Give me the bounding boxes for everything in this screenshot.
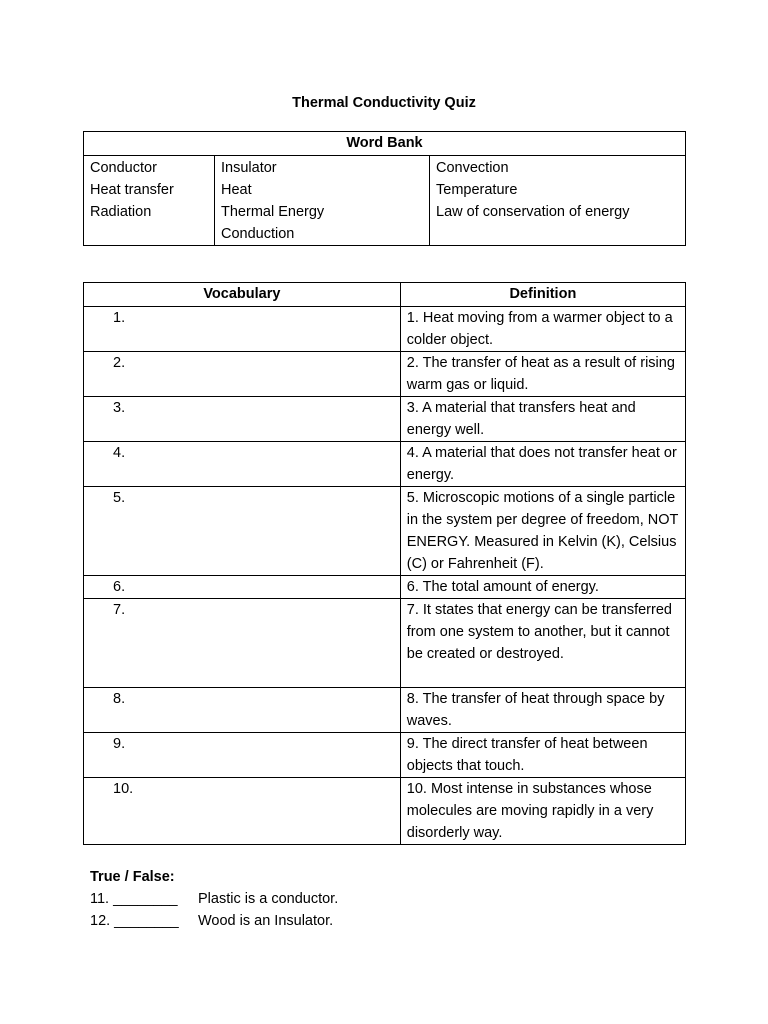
definition-cell: 6. The total amount of energy. xyxy=(400,576,685,599)
word-bank-term: Heat xyxy=(221,182,252,198)
definition-cell: 2. The transfer of heat as a result of rising warm gas or liquid. xyxy=(400,352,685,397)
vocabulary-answer-cell[interactable]: 5. xyxy=(84,487,401,576)
table-row xyxy=(84,576,686,599)
table-row xyxy=(84,487,686,576)
table-row xyxy=(84,307,686,352)
vocabulary-table xyxy=(83,282,686,845)
vocabulary-header: Vocabulary xyxy=(84,283,401,307)
true-false-answer-blank[interactable]: 11. ________ xyxy=(90,891,178,907)
word-bank-term: Law of conservation of energy xyxy=(436,204,630,220)
vocabulary-answer-cell[interactable]: 1. xyxy=(84,307,401,352)
word-bank-header: Word Bank xyxy=(84,132,686,156)
vocabulary-answer-cell[interactable]: 7. xyxy=(84,599,401,688)
vocabulary-answer-cell[interactable]: 8. xyxy=(84,688,401,733)
word-bank-column-2 xyxy=(215,156,430,246)
table-row xyxy=(84,397,686,442)
definition-cell: 9. The direct transfer of heat between objects that touch. xyxy=(400,733,685,778)
true-false-item xyxy=(90,888,690,910)
definition-cell: 7. It states that energy can be transferred from one system to another, but it cannot be created or destroyed. xyxy=(400,599,685,688)
vocabulary-answer-cell[interactable]: 10. xyxy=(84,778,401,845)
word-bank-column-1 xyxy=(84,156,215,246)
word-bank-term: Thermal Energy xyxy=(221,204,325,220)
table-row xyxy=(84,688,686,733)
word-bank-term: Conduction xyxy=(221,226,295,242)
table-row xyxy=(84,599,686,688)
definition-cell: 10. Most intense in substances whose molecules are moving rapidly in a very disorderly way. xyxy=(400,778,685,845)
definition-cell: 4. A material that does not transfer heat or energy. xyxy=(400,442,685,487)
table-row xyxy=(84,778,686,845)
word-bank-term: Insulator xyxy=(221,160,277,176)
true-false-title: True / False: xyxy=(90,869,175,885)
definition-cell: 8. The transfer of heat through space by waves. xyxy=(400,688,685,733)
word-bank-term: Heat transfer xyxy=(90,182,174,198)
true-false-section xyxy=(90,866,690,932)
word-bank-table xyxy=(83,131,686,246)
definition-cell: 3. A material that transfers heat and energy well. xyxy=(400,397,685,442)
word-bank-column-3 xyxy=(430,156,686,246)
definition-header: Definition xyxy=(400,283,685,307)
vocabulary-answer-cell[interactable]: 4. xyxy=(84,442,401,487)
vocabulary-answer-cell[interactable]: 9. xyxy=(84,733,401,778)
word-bank-term: Conductor xyxy=(90,160,157,176)
vocabulary-answer-cell[interactable]: 3. xyxy=(84,397,401,442)
true-false-answer-blank[interactable]: 12. ________ xyxy=(90,913,179,929)
true-false-item xyxy=(90,910,690,932)
true-false-statement: Wood is an Insulator. xyxy=(198,913,334,929)
page-title: Thermal Conductivity Quiz xyxy=(292,95,476,111)
word-bank-term: Radiation xyxy=(90,204,152,220)
definition-cell: 1. Heat moving from a warmer object to a colder object. xyxy=(400,307,685,352)
vocabulary-answer-cell[interactable]: 6. xyxy=(84,576,401,599)
table-row xyxy=(84,442,686,487)
definition-cell: 5. Microscopic motions of a single particle in the system per degree of freedom, NOT ENERGY. Measured in Kelvin (K), Celsius (C) or Fahrenheit (F). xyxy=(400,487,685,576)
word-bank-term: Convection xyxy=(436,160,509,176)
word-bank-term: Temperature xyxy=(436,182,518,198)
true-false-statement: Plastic is a conductor. xyxy=(198,891,339,907)
vocabulary-answer-cell[interactable]: 2. xyxy=(84,352,401,397)
table-row xyxy=(84,733,686,778)
table-row xyxy=(84,352,686,397)
